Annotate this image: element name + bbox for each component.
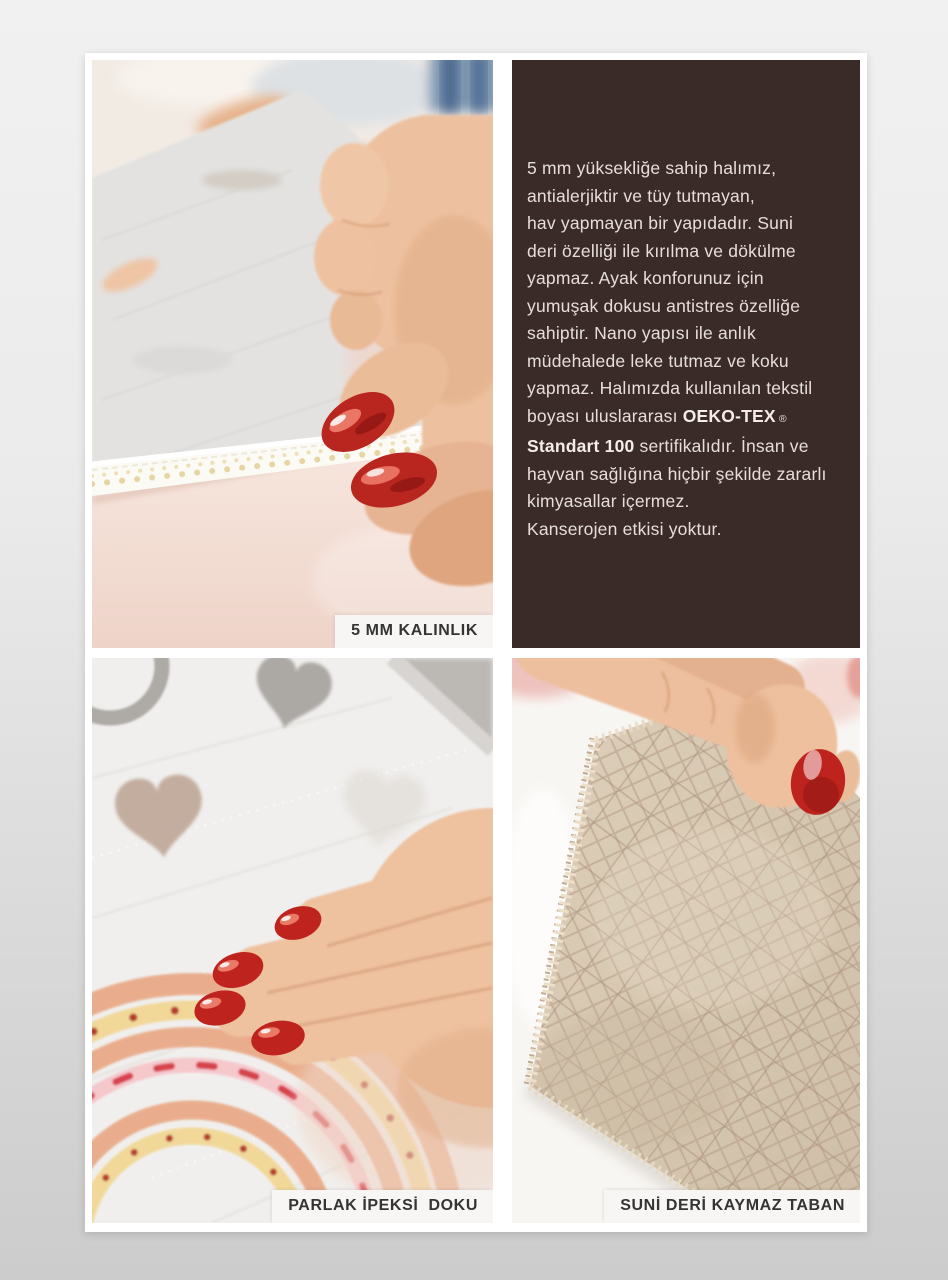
photo-backing-label: SUNİ DERİ KAYMAZ TABAN — [604, 1190, 860, 1223]
panel-paragraph-line: müdehalede leke tutmaz ve koku — [527, 350, 789, 371]
photo-thickness-label: 5 MM KALINLIK — [335, 615, 493, 648]
panel-paragraph-line: yapmaz. Halımızda kullanılan tekstil — [527, 378, 813, 398]
panel-paragraph-line: Kanserojen etkisi yoktur. — [527, 518, 722, 539]
panel-paragraph-line: deri özelliği ile kırılma ve dökülme — [527, 240, 796, 261]
panel-paragraph-line: yapmaz. Ayak konforunuz için — [527, 268, 764, 288]
photo-silky-illustration — [92, 658, 493, 1223]
panel-paragraph — [527, 155, 852, 543]
panel-paragraph-line: boyası uluslararası OEKO-TEX ® — [527, 405, 787, 426]
panel-paragraph-line: yumuşak dokusu antistres özelliğe — [527, 295, 801, 316]
photo-backing-illustration — [512, 658, 860, 1223]
panel-paragraph-line: hayvan sağlığına hiçbir şekilde zararlı — [527, 463, 827, 484]
panel-paragraph-line: 5 mm yüksekliğe sahip halımız, — [527, 158, 777, 178]
panel-paragraph-line: kimyasallar içermez. — [527, 491, 690, 511]
panel-paragraph-line: hav yapmayan bir yapıdadır. Suni — [527, 213, 794, 233]
photo-silky-label: PARLAK İPEKSİ DOKU — [272, 1190, 493, 1223]
photo-backing — [512, 658, 860, 1223]
product-info-board — [85, 53, 867, 1232]
photo-thickness-illustration — [92, 60, 493, 648]
photo-silky — [92, 658, 493, 1223]
photo-thickness — [92, 60, 493, 648]
panel-paragraph-line: sahiptir. Nano yapısı ile anlık — [527, 323, 756, 343]
panel-paragraph-line: antialerjiktir ve tüy tutmayan, — [527, 185, 755, 206]
panel-paragraph-line: Standart 100 sertifikalıdır. İnsan ve — [527, 436, 809, 456]
description-panel — [512, 60, 860, 648]
